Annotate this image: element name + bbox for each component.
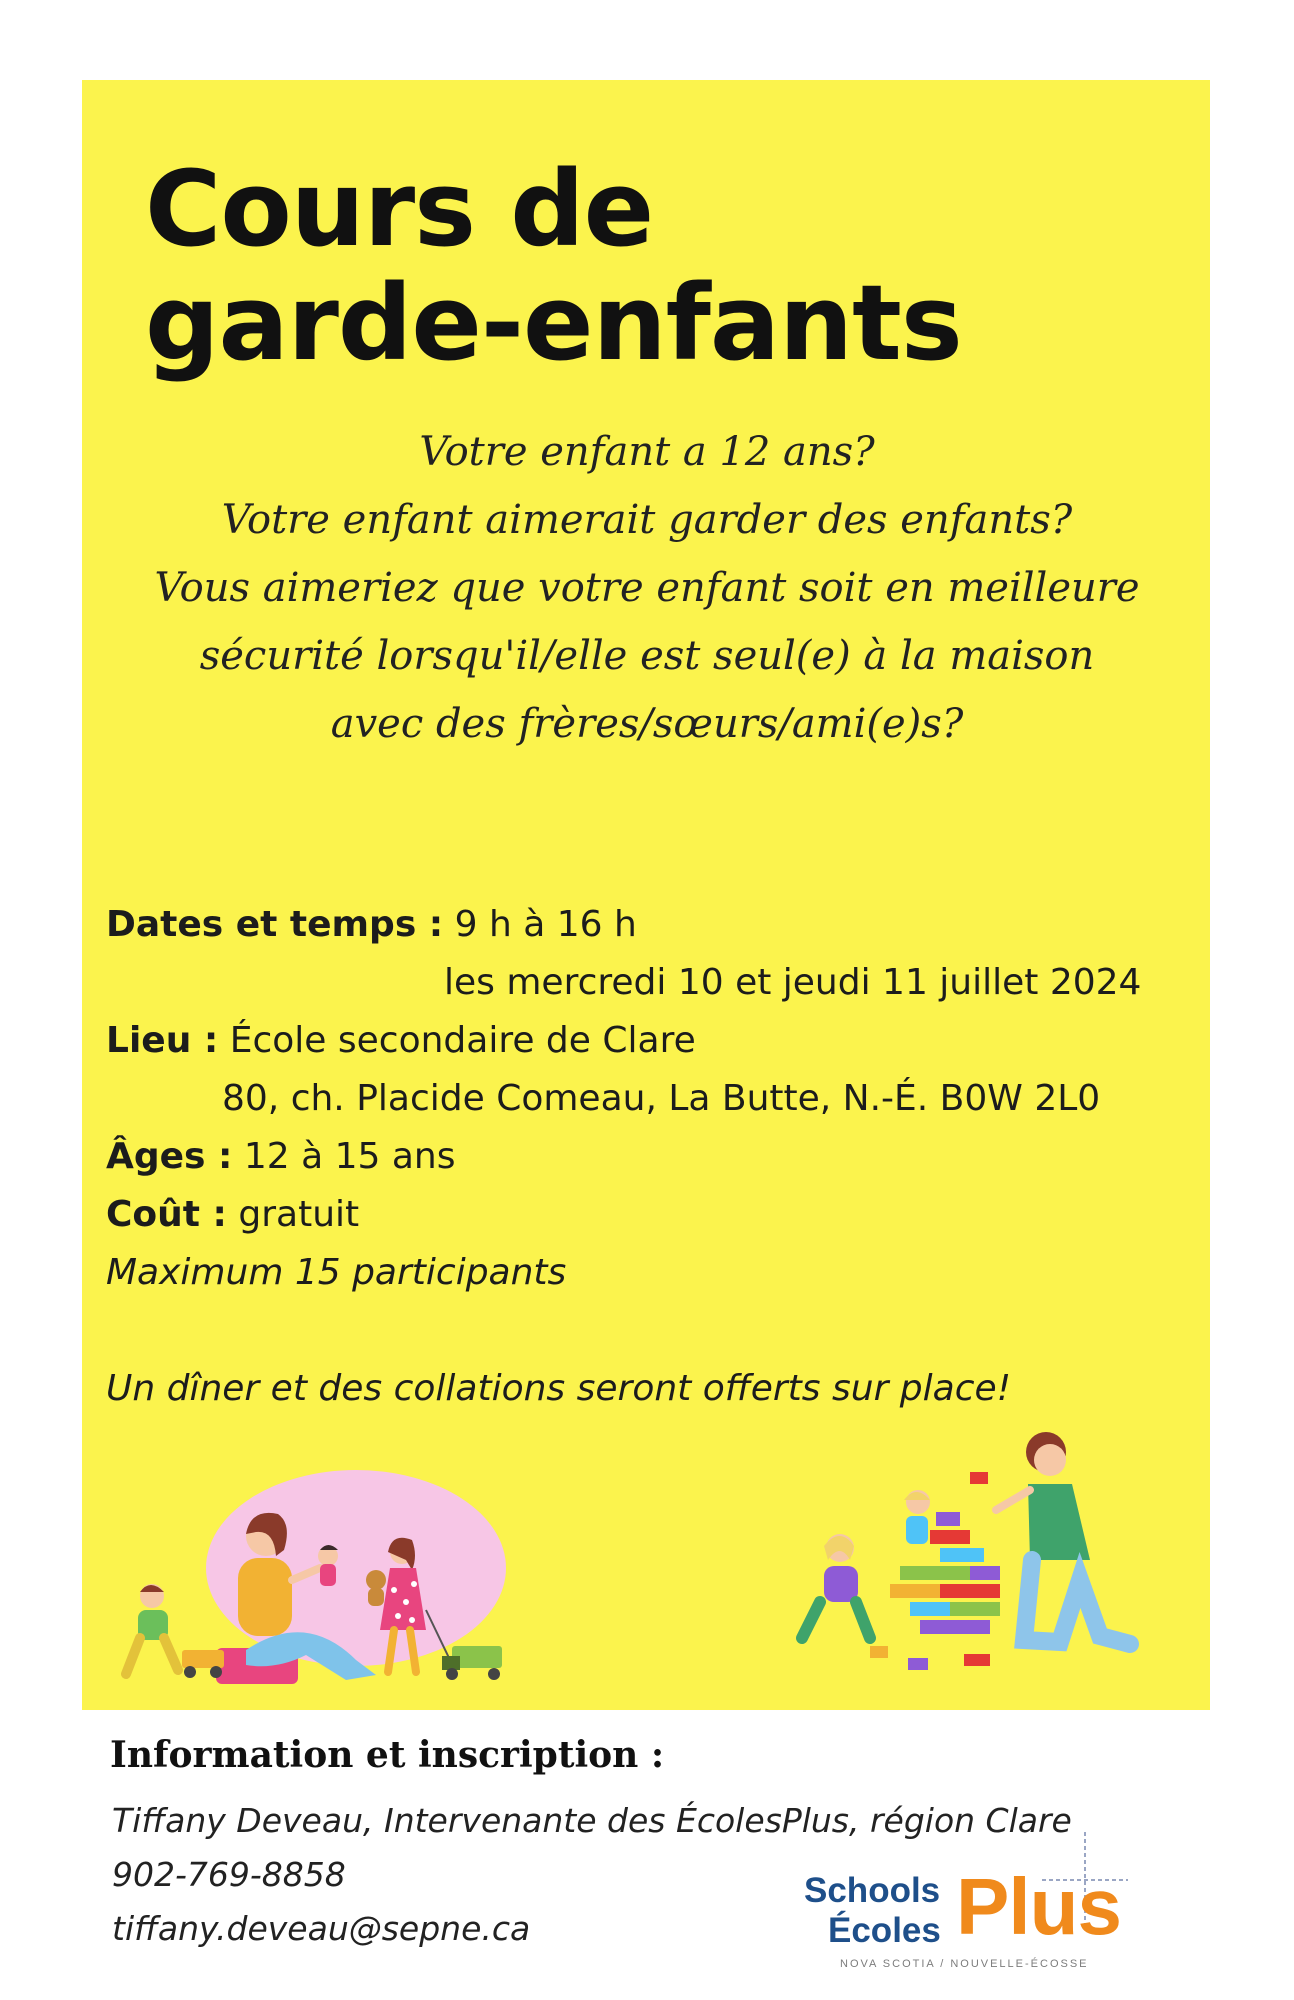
logo-schools: Schools xyxy=(804,1871,941,1910)
lieu-row xyxy=(106,1012,1196,1070)
meal-note: Un dîner et des collations seront offerts sur place! xyxy=(106,1368,1012,1409)
intro-line: Vous aimeriez que votre enfant soit en meilleure xyxy=(154,565,1140,611)
dates-days: les mercredi 10 et jeudi 11 juillet 2024 xyxy=(444,962,1142,1003)
ages-label: Âges : xyxy=(106,1136,233,1177)
schoolsplus-logo xyxy=(800,1830,1180,1980)
ages-value: 12 à 15 ans xyxy=(243,1136,456,1177)
intro-line: avec des frères/sœurs/ami(e)s? xyxy=(330,701,964,747)
ages-row xyxy=(106,1128,1196,1186)
intro-line: Votre enfant aimerait garder des enfants? xyxy=(221,497,1073,543)
intro-questions xyxy=(100,418,1194,758)
cout-row xyxy=(106,1186,1196,1244)
dates-row xyxy=(106,896,1196,954)
block-building-illustration xyxy=(790,1430,1200,1680)
contact-name: Tiffany Deveau, Intervenante des ÉcolesPlus, région Clare xyxy=(112,1801,1072,1840)
children-playing-illustration xyxy=(106,1460,526,1690)
title-line-1: Cours de xyxy=(145,148,654,270)
lieu-name: École secondaire de Clare xyxy=(229,1020,696,1061)
footer-heading: Information et inscription : xyxy=(110,1734,665,1776)
title-line-2: garde-enfants xyxy=(145,262,962,384)
poster-title xyxy=(145,148,1145,384)
logo-tagline: NOVA SCOTIA / NOUVELLE-ÉCOSSE xyxy=(840,1958,1089,1970)
logo-plus: Plus xyxy=(956,1862,1121,1951)
contact-phone[interactable]: 902-769-8858 xyxy=(112,1855,346,1894)
max-participants: Maximum 15 participants xyxy=(106,1252,567,1293)
intro-line: sécurité lorsqu'il/elle est seul(e) à la maison xyxy=(199,633,1095,679)
course-details xyxy=(106,896,1196,1418)
cout-value: gratuit xyxy=(238,1194,360,1235)
cout-label: Coût : xyxy=(106,1194,227,1235)
lieu-address: 80, ch. Placide Comeau, La Butte, N.-É. B0W 2L0 xyxy=(222,1078,1101,1119)
intro-line: Votre enfant a 12 ans? xyxy=(419,429,875,475)
dates-time: 9 h à 16 h xyxy=(454,904,637,945)
lieu-label: Lieu : xyxy=(106,1020,219,1061)
dates-label: Dates et temps : xyxy=(106,904,444,945)
contact-email[interactable]: tiffany.deveau@sepne.ca xyxy=(112,1909,531,1948)
logo-ecoles: Écoles xyxy=(828,1911,941,1950)
